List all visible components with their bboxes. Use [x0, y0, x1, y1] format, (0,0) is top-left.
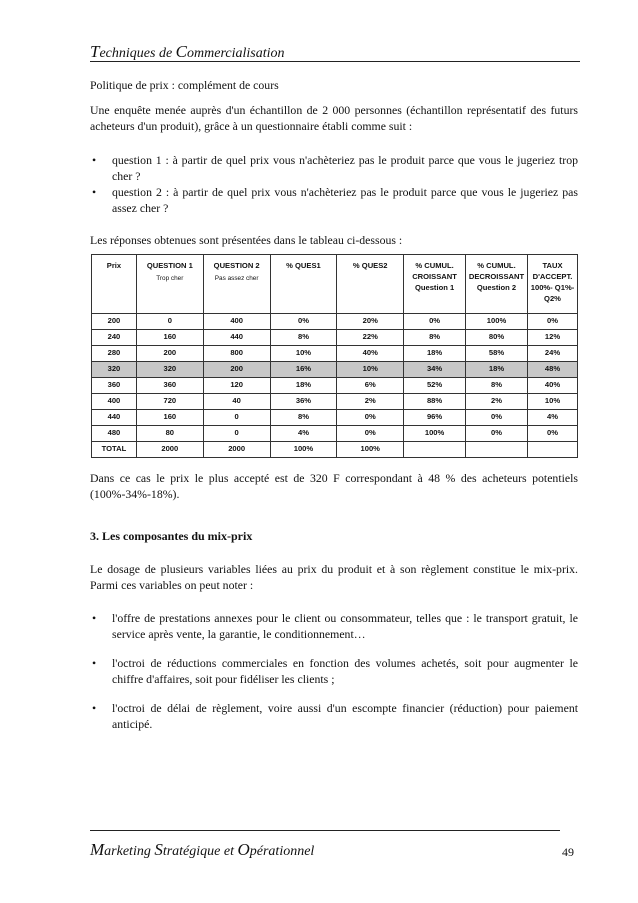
table-cell: 18%	[270, 378, 337, 394]
table-cell: 2000	[203, 442, 270, 458]
table-row	[92, 346, 578, 362]
survey-paragraph: Une enquête menée auprès d'un échantillon de 2 000 personnes (échantillon représentatif des futurs acheteurs d'un produit), grâce à un questionnaire établi comme suit :	[90, 103, 578, 133]
column-header: TAUX D'ACCEPT. 100%- Q1%- Q2%	[527, 255, 577, 314]
table-row	[92, 330, 578, 346]
table-cell: 52%	[404, 378, 466, 394]
list-item: • l'offre de prestations annexes pour le client ou consommateur, telles que : le transport gratuit, le service après vente, la garantie, le conditionnement…	[90, 610, 578, 642]
survey-results-table	[91, 254, 578, 458]
table-cell: 10%	[337, 362, 404, 378]
mix-prix-list	[90, 610, 578, 732]
table-cell: 4%	[527, 410, 577, 426]
table-cell: 24%	[527, 346, 577, 362]
table-cell: 160	[136, 330, 203, 346]
table-row	[92, 442, 578, 458]
table-cell: 8%	[466, 378, 528, 394]
header-title	[90, 42, 285, 62]
column-header: QUESTION 2 Pas assez cher	[203, 255, 270, 314]
column-header: QUESTION 1 Trop cher	[136, 255, 203, 314]
table-cell: 0	[203, 410, 270, 426]
table-row	[92, 378, 578, 394]
table-cell: 88%	[404, 394, 466, 410]
table-cell: 12%	[527, 330, 577, 346]
column-header: % QUES2	[337, 255, 404, 314]
table-cell: 20%	[337, 314, 404, 330]
table-cell: 440	[92, 410, 137, 426]
column-subheader: Pas assez cher	[214, 275, 259, 282]
table-cell: 2%	[466, 394, 528, 410]
footer-title-text: arketing	[104, 844, 155, 859]
table-cell: 40	[203, 394, 270, 410]
table-cell: 360	[92, 378, 137, 394]
table-cell: 320	[92, 362, 137, 378]
footer-title-cap: O	[237, 840, 250, 859]
table-cell: 200	[92, 314, 137, 330]
footer-title-text: tratégique et	[162, 844, 238, 859]
table-intro: Les réponses obtenues sont présentées dans le tableau ci-dessous :	[90, 233, 403, 247]
footer-title-text: pérationnel	[249, 844, 315, 859]
table-cell: 0%	[337, 410, 404, 426]
table-cell: 16%	[270, 362, 337, 378]
table-cell: 0%	[270, 314, 337, 330]
table-cell: 8%	[270, 410, 337, 426]
column-header: % CUMUL. DECROISSANT Question 2	[466, 255, 528, 314]
list-item: • l'octroi de délai de règlement, voire aussi d'un escompte financier (réduction) pour paiement anticipé.	[90, 700, 578, 732]
table-cell: 720	[136, 394, 203, 410]
header-title-text: ommercialisation	[187, 46, 285, 61]
table-cell: 120	[203, 378, 270, 394]
table-cell: 2000	[136, 442, 203, 458]
table-cell: 100%	[270, 442, 337, 458]
table-cell: 80	[136, 426, 203, 442]
table-cell: 10%	[527, 394, 577, 410]
table-cell: 40%	[337, 346, 404, 362]
list-item: • l'octroi de réductions commerciales en fonction des volumes achetés, soit pour augmenter le chiffre d'affaires, soit pour fidéliser les clients ;	[90, 655, 578, 687]
table-cell: 0	[203, 426, 270, 442]
table-cell: 400	[203, 314, 270, 330]
table-cell: 0%	[527, 426, 577, 442]
table-cell: 8%	[404, 330, 466, 346]
section-intro: Le dosage de plusieurs variables liées au prix du produit et à son règlement constitue le mix-prix. Parmi ces variables on peut noter :	[90, 562, 578, 592]
table-cell: 40%	[527, 378, 577, 394]
column-header: % QUES1	[270, 255, 337, 314]
footer-title	[90, 840, 314, 860]
table-cell: 200	[136, 346, 203, 362]
table-cell: 360	[136, 378, 203, 394]
header-title-cap: T	[90, 42, 100, 61]
column-header: Prix	[92, 255, 137, 314]
section-title: 3. Les composantes du mix-prix	[90, 529, 253, 543]
table-cell: 800	[203, 346, 270, 362]
column-header: % CUMUL. CROISSANT Question 1	[404, 255, 466, 314]
table-cell: 0	[136, 314, 203, 330]
table-cell: 0%	[527, 314, 577, 330]
table-cell: 0%	[404, 314, 466, 330]
header-title-text: echniques de	[99, 46, 176, 61]
table-row	[92, 314, 578, 330]
table-row	[92, 426, 578, 442]
table-row	[92, 394, 578, 410]
table-cell: 0%	[337, 426, 404, 442]
table-cell: 36%	[270, 394, 337, 410]
table-cell: 200	[203, 362, 270, 378]
table-cell: 100%	[337, 442, 404, 458]
page-subtitle: Politique de prix : complément de cours	[90, 78, 279, 92]
question-item: • question 1 : à partir de quel prix vous n'achèteriez pas le produit parce que vous le jugeriez trop cher ?	[90, 152, 578, 184]
column-subheader: Trop cher	[156, 275, 184, 282]
table-cell: 320	[136, 362, 203, 378]
table-cell: 0%	[466, 426, 528, 442]
table-cell	[527, 442, 577, 458]
table-cell: 4%	[270, 426, 337, 442]
table-cell: TOTAL	[92, 442, 137, 458]
table-cell: 480	[92, 426, 137, 442]
table-cell: 58%	[466, 346, 528, 362]
table-cell: 100%	[466, 314, 528, 330]
question-item: • question 2 : à partir de quel prix vous n'achèteriez pas le produit parce que vous le jugeriez pas assez cher ?	[90, 184, 578, 216]
table-cell	[404, 442, 466, 458]
table-body	[92, 314, 578, 458]
table-row	[92, 410, 578, 426]
table-cell: 280	[92, 346, 137, 362]
table-cell: 6%	[337, 378, 404, 394]
conclusion-paragraph: Dans ce cas le prix le plus accepté est de 320 F correspondant à 48 % des acheteurs potentiels (100%-34%-18%).	[90, 471, 578, 501]
table-cell: 0%	[466, 410, 528, 426]
footer-title-cap: S	[154, 840, 163, 859]
table-cell: 400	[92, 394, 137, 410]
page-number: 49	[562, 845, 574, 859]
table-cell: 100%	[404, 426, 466, 442]
table-cell: 18%	[404, 346, 466, 362]
table-row	[92, 362, 578, 378]
table-cell: 48%	[527, 362, 577, 378]
table-cell: 440	[203, 330, 270, 346]
table-cell: 80%	[466, 330, 528, 346]
table-cell: 22%	[337, 330, 404, 346]
table-cell: 34%	[404, 362, 466, 378]
table-cell: 160	[136, 410, 203, 426]
table-cell: 18%	[466, 362, 528, 378]
table-cell: 96%	[404, 410, 466, 426]
footer-title-cap: M	[90, 840, 105, 859]
table-cell: 10%	[270, 346, 337, 362]
table-cell	[466, 442, 528, 458]
table-cell: 240	[92, 330, 137, 346]
header-title-cap: C	[175, 42, 188, 61]
header-divider	[90, 61, 580, 62]
footer-divider	[90, 830, 560, 831]
questions-list	[90, 152, 578, 216]
table-cell: 2%	[337, 394, 404, 410]
table-cell: 8%	[270, 330, 337, 346]
table-header-row	[92, 255, 578, 314]
